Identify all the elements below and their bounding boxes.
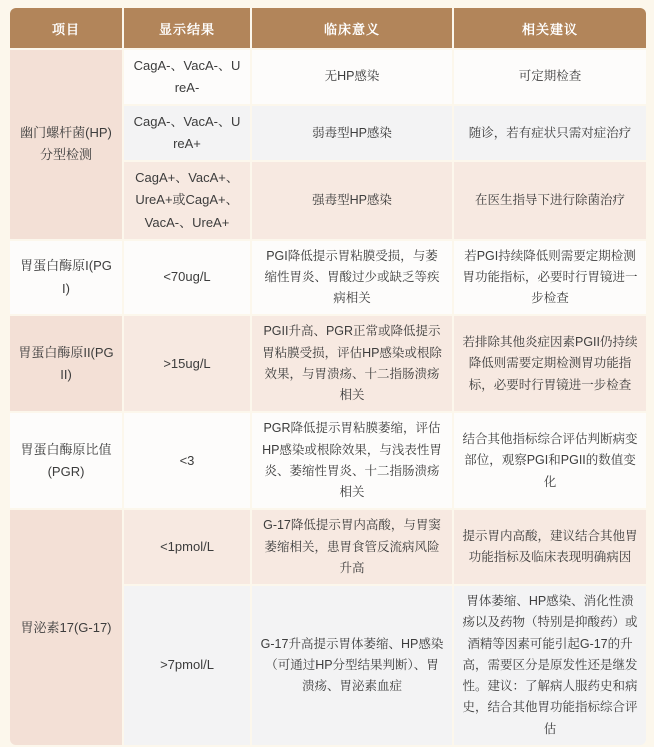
item-cell-hp-typing: 幽门螺杆菌(HP)分型检测 (10, 50, 122, 239)
significance-cell: G-17升高提示胃体萎缩、HP感染（可通过HP分型结果判断）、胃溃疡、胃泌素血症 (252, 586, 452, 745)
advice-cell: 提示胃内高酸，建议结合其他胃功能指标及临床表现明确病因 (454, 510, 646, 584)
advice-cell: 在医生指导下进行除菌治疗 (454, 162, 646, 238)
table-row (10, 50, 646, 104)
significance-cell: PGI降低提示胃粘膜受损，与萎缩性胃炎、胃酸过少或缺乏等疾病相关 (252, 241, 452, 315)
result-cell: <3 (124, 413, 250, 508)
item-cell-g17: 胃泌素17(G-17) (10, 510, 122, 745)
significance-cell: PGII升高、PGR正常或降低提示胃粘膜受损，评估HP感染或根除效果，与胃溃疡、十二指肠溃疡相关 (252, 316, 452, 411)
significance-cell: PGR降低提示胃粘膜萎缩，评估HP感染或根除效果，与浅表性胃炎、萎缩性胃炎、十二指肠溃疡相关 (252, 413, 452, 508)
advice-cell: 胃体萎缩、HP感染、消化性溃疡以及药物（特别是抑酸药）或酒精等因素可能引起G-17的升高，需要区分是原发性还是继发性。建议：了解病人服药史和病史，结合其他胃功能指标综合评估 (454, 586, 646, 745)
result-cell: CagA-、VacA-、UreA+ (124, 106, 250, 160)
header-row (10, 8, 646, 48)
advice-cell: 若PGI持续降低则需要定期检测胃功能指标，必要时行胃镜进一步检查 (454, 241, 646, 315)
item-cell-pgi: 胃蛋白酶原I(PGI) (10, 241, 122, 315)
table-row (10, 316, 646, 411)
item-cell-pgii: 胃蛋白酶原II(PGII) (10, 316, 122, 411)
advice-cell: 结合其他指标综合评估判断病变部位，观察PGI和PGII的数值变化 (454, 413, 646, 508)
significance-cell: 强毒型HP感染 (252, 162, 452, 238)
table-row (10, 413, 646, 508)
advice-cell: 若排除其他炎症因素PGII仍持续降低则需要定期检测胃功能指标，必要时行胃镜进一步检查 (454, 316, 646, 411)
col-header-result: 显示结果 (124, 8, 250, 48)
advice-cell: 随诊，若有症状只需对症治疗 (454, 106, 646, 160)
item-cell-pgr: 胃蛋白酶原比值(PGR) (10, 413, 122, 508)
gastric-function-report-table (8, 6, 648, 747)
table-row (10, 241, 646, 315)
result-cell: CagA-、VacA-、UreA- (124, 50, 250, 104)
col-header-significance: 临床意义 (252, 8, 452, 48)
col-header-advice: 相关建议 (454, 8, 646, 48)
significance-cell: 无HP感染 (252, 50, 452, 104)
result-cell: >7pmol/L (124, 586, 250, 745)
advice-cell: 可定期检查 (454, 50, 646, 104)
col-header-item: 项目 (10, 8, 122, 48)
result-cell: >15ug/L (124, 316, 250, 411)
table-row (10, 510, 646, 584)
significance-cell: G-17降低提示胃内高酸，与胃窦萎缩相关，患胃食管反流病风险升高 (252, 510, 452, 584)
result-cell: CagA+、VacA+、UreA+或CagA+、VacA-、UreA+ (124, 162, 250, 238)
significance-cell: 弱毒型HP感染 (252, 106, 452, 160)
result-cell: <70ug/L (124, 241, 250, 315)
result-cell: <1pmol/L (124, 510, 250, 584)
